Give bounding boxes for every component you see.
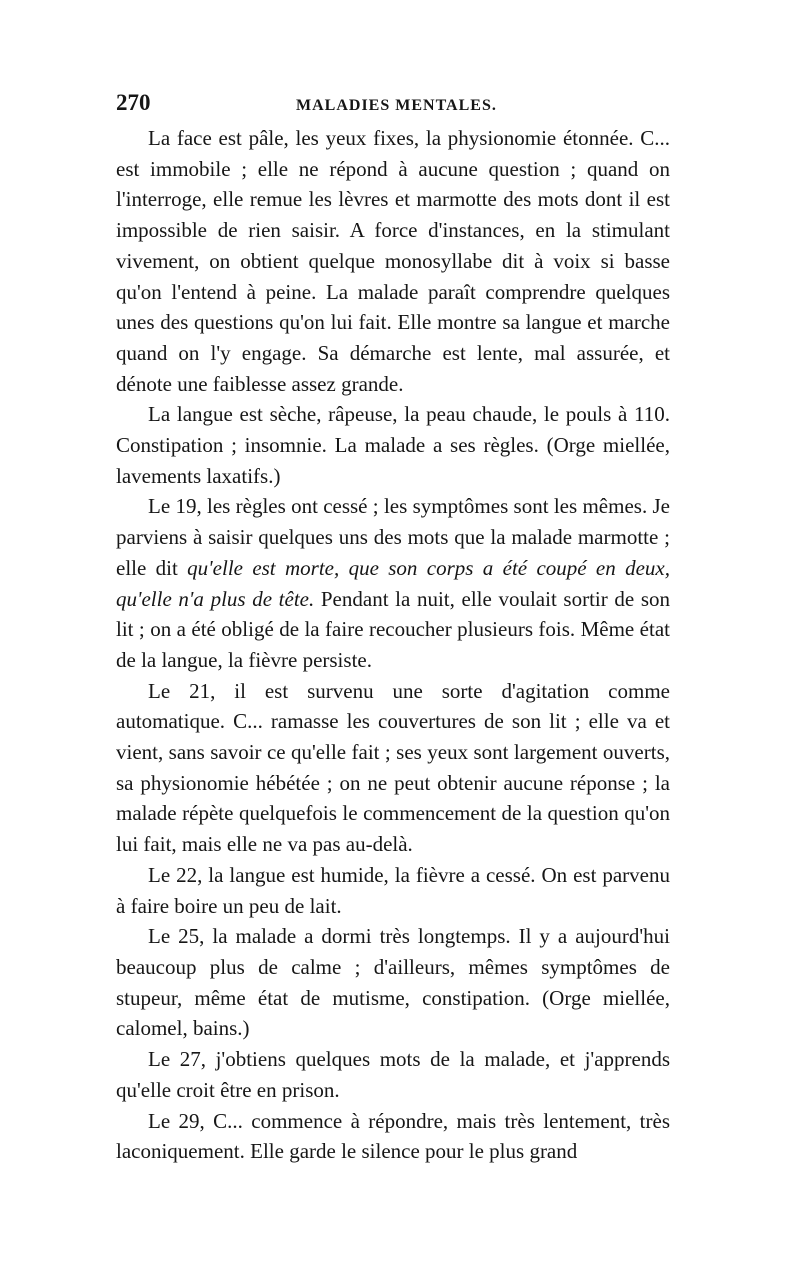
paragraph-1: La face est pâle, les yeux fixes, la physionomie étonnée. C... est immobile ; elle ne répond à aucune question ; quand on l'interroge, elle remue les lèvres et marmotte des mots dont il est impossible de rien saisir. A force d'instances, en la stimulant vivement, on obtient quelque monosyllabe dit à voix si basse qu'on l'entend à peine. La malade paraît comprendre quelques unes des questions qu'on lui fait. Elle montre sa langue et marche quand on l'y engage. Sa démarche est lente, mal assurée, et dénote une faiblesse assez grande.: [116, 126, 670, 396]
running-title: MALADIES MENTALES.: [296, 97, 497, 114]
paragraph-3-quotation: qu'elle est morte, que son corps a été coupé en deux, qu'elle n'a plus de tête.: [116, 555, 670, 611]
paragraph-3-text-after: Pendant la nuit, elle voulait sortir de son lit ; on a été obligé de la faire recoucher plusieurs fois. Même état de la langue, la fièvre persiste.: [116, 586, 671, 672]
paragraph-5: Le 22, la langue est humide, la fièvre a cessé. On est parvenu à faire boire un peu de lait.: [116, 862, 670, 918]
paragraph-7: Le 27, j'obtiens quelques mots de la malade, et j'apprends qu'elle croit être en prison.: [116, 1047, 670, 1102]
paragraph-3-text-before: Le 19, les règles ont cessé ; les symptômes sont les mêmes. Je parviens à saisir quelques uns des mots que la malade marmotte ; elle dit: [116, 494, 670, 580]
page-header: [116, 90, 670, 120]
paragraph-4: Le 21, il est survenu une sorte d'agitation comme automatique. C... ramasse les couvertures de son lit ; elle va et vient, sans savoir ce qu'elle fait ; ses yeux sont largement ouverts, sa physionomie hébétée ; on ne peut obtenir aucune réponse ; la malade répète quelquefois le commencement de la question qu'on lui fait, mais elle ne va pas au-delà.: [116, 678, 670, 857]
body-text: [116, 123, 670, 1167]
paragraph-2: La langue est sèche, râpeuse, la peau chaude, le pouls à 110. Constipation ; insomnie. La malade a ses règles. (Orge miellée, lavements laxatifs.): [116, 402, 670, 488]
page-number: 270: [116, 90, 151, 115]
paragraph-3: [116, 491, 670, 675]
book-page: [116, 90, 670, 1167]
paragraph-6: Le 25, la malade a dormi très longtemps. Il y a aujourd'hui beaucoup plus de calme ; d'ailleurs, mêmes symptômes de stupeur, même état de mutisme, constipation. (Orge miellée, calomel, bains.): [116, 924, 670, 1041]
paragraph-8: Le 29, C... commence à répondre, mais très lentement, très laconiquement. Elle garde le silence pour le plus grand: [116, 1108, 670, 1164]
